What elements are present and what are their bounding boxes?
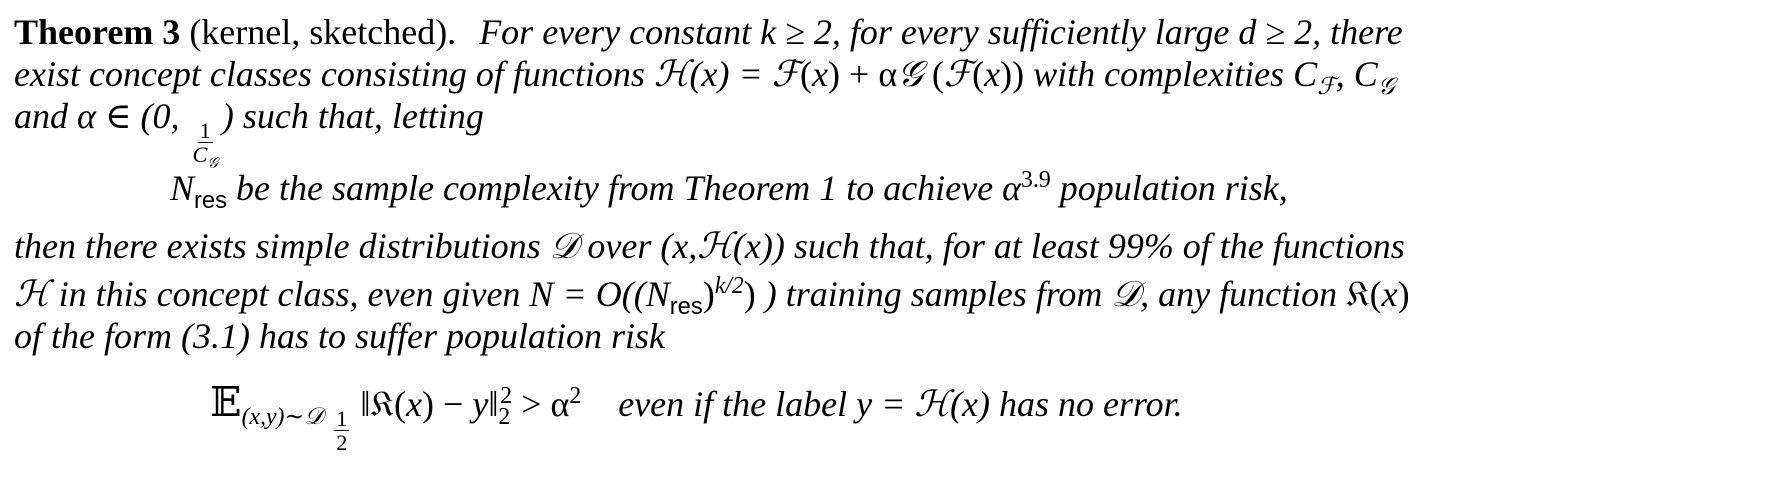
math-G: 𝒢 bbox=[897, 54, 923, 95]
formula-tail: even if the label y = bbox=[618, 384, 906, 424]
line-6-text: in this concept class, even given N = O((N bbox=[58, 274, 670, 314]
theorem-note: (kernel, sketched). bbox=[189, 12, 457, 52]
line-2-text: exist concept classes consisting of functions bbox=[14, 54, 645, 94]
math-D: 𝒟 bbox=[549, 226, 579, 267]
line-6-text-b: ) training samples from bbox=[764, 274, 1103, 314]
math-H-arg: (x) = bbox=[689, 54, 772, 94]
risk-formula: 𝔼$_{(x,y)\sim 𝒟}$ $\frac{1}{2}$ ‖𝔎(x) − $y‖_2^2 > \alpha^2$ even if the label y = ℋ(x) has no error. bbox=[210, 378, 1183, 456]
theorem-label: Theorem 3 bbox=[14, 12, 181, 52]
line-5-text: then there exists simple distributions bbox=[14, 226, 541, 266]
fraction-1-over-CG: $\frac{1}{C_𝒢}$ bbox=[192, 118, 218, 172]
theorem-line-6: ℋ in this concept class, even given $N = O((N_{res})^{k/2})$ ) training samples from 𝒟, any function 𝔎(x) bbox=[14, 273, 1410, 321]
theorem-line-7 bbox=[14, 318, 665, 354]
math-K: 𝔎 bbox=[1346, 274, 1370, 315]
theorem-line-1-text: For every constant k ≥ 2, for every sufficiently large d ≥ 2, there bbox=[479, 12, 1403, 52]
line-3-text: and α ∈ (0, bbox=[14, 96, 180, 136]
theorem-line-5: then there exists simple distributions 𝒟 over (x,ℋ(x)) such that, for at least 99% of the functions bbox=[14, 226, 1405, 267]
line-3-text-b: ) such that, letting bbox=[221, 96, 484, 136]
fraction-half: $\frac{1}{2}$ bbox=[336, 406, 348, 456]
line-5-text-c: (x)) such that, for at least 99% of the functions bbox=[732, 226, 1405, 266]
centered-text: be the sample complexity from Theorem 1 to achieve α bbox=[236, 168, 1022, 208]
line-6-text-c: , any function bbox=[1140, 274, 1338, 314]
theorem-line-3 bbox=[14, 96, 484, 172]
theorem-line-1 bbox=[14, 14, 1403, 50]
line-7-text: of the form (3.1) has to suffer population risk bbox=[14, 316, 665, 356]
line-5-text-b: over (x, bbox=[587, 226, 698, 266]
formula-end: (x) has no error. bbox=[949, 384, 1183, 424]
centered-text-b: population risk, bbox=[1059, 168, 1288, 208]
theorem-line-2: exist concept classes consisting of functions ℋ(x) = ℱ(x) + α𝒢 (ℱ(x)) with complexities $C_ℱ$, $C_𝒢$ bbox=[14, 54, 1395, 101]
line-2-text-b: with complexities bbox=[1033, 54, 1285, 94]
theorem-centered-line: $N_{res}$ be the sample complexity from Theorem 1 to achieve $\alpha^{3.9}$ population risk, bbox=[170, 167, 1288, 215]
math-H: ℋ bbox=[653, 54, 690, 95]
math-F: ℱ bbox=[771, 54, 801, 95]
expectation-symbol: 𝔼 bbox=[210, 378, 242, 426]
